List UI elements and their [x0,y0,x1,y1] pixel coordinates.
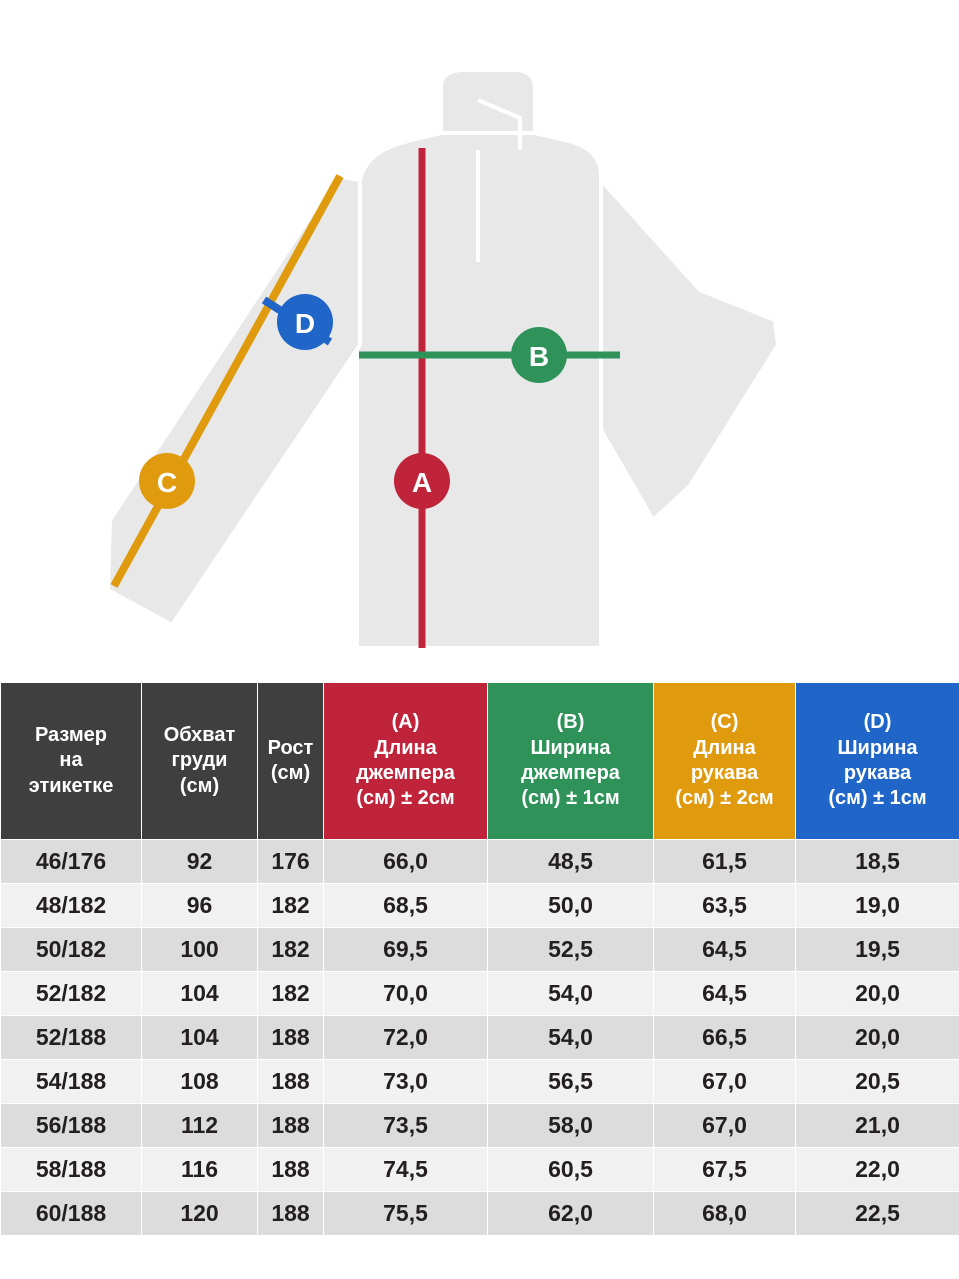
table-cell: 69,5 [324,928,488,972]
table-row [1,884,959,928]
table-cell: 72,0 [324,1016,488,1060]
table-cell: 92 [142,840,258,884]
marker-c-label: C [156,467,178,498]
table-cell: 108 [142,1060,258,1104]
table-cell: 20,0 [796,972,959,1016]
table-cell: 50,0 [488,884,654,928]
marker-c [139,453,195,509]
table-cell: 21,0 [796,1104,959,1148]
table-cell: 188 [258,1148,324,1192]
table-row [1,1148,959,1192]
table-cell: 176 [258,840,324,884]
table-cell: 52/188 [1,1016,142,1060]
table-cell: 63,5 [654,884,796,928]
table-row [1,840,959,884]
table-cell: 64,5 [654,928,796,972]
table-cell: 58,0 [488,1104,654,1148]
table-cell: 52/182 [1,972,142,1016]
table-cell: 67,0 [654,1060,796,1104]
table-cell: 70,0 [324,972,488,1016]
table-cell: 68,5 [324,884,488,928]
table-cell: 19,0 [796,884,959,928]
table-cell: 182 [258,884,324,928]
table-row [1,1060,959,1104]
header-cell-size: Размер на этикетке [1,683,142,840]
table-cell: 61,5 [654,840,796,884]
marker-d-label: D [294,308,316,339]
table-cell: 104 [142,972,258,1016]
table-cell: 96 [142,884,258,928]
table-cell: 48,5 [488,840,654,884]
table-cell: 104 [142,1016,258,1060]
table-cell: 182 [258,972,324,1016]
table-row [1,972,959,1016]
table-cell: 62,0 [488,1192,654,1236]
table-cell: 56,5 [488,1060,654,1104]
table-cell: 46/176 [1,840,142,884]
table-cell: 48/182 [1,884,142,928]
table-row [1,1016,959,1060]
marker-b [511,327,567,383]
table-cell: 54/188 [1,1060,142,1104]
garment-shape [108,70,778,648]
header-cell-chest: Обхват груди (см) [142,683,258,840]
table-cell: 66,0 [324,840,488,884]
table-cell: 22,0 [796,1148,959,1192]
table-cell: 67,0 [654,1104,796,1148]
marker-b-label: B [528,341,550,372]
marker-a-label: A [411,467,433,498]
table-cell: 188 [258,1104,324,1148]
size-table [0,682,959,1236]
table-row [1,1104,959,1148]
table-cell: 75,5 [324,1192,488,1236]
table-cell: 52,5 [488,928,654,972]
table-cell: 66,5 [654,1016,796,1060]
table-cell: 182 [258,928,324,972]
table-cell: 54,0 [488,972,654,1016]
table-cell: 67,5 [654,1148,796,1192]
header-cell-c-sleeve-length: (C) Длина рукава (см) ± 2см [654,683,796,840]
table-cell: 112 [142,1104,258,1148]
table-cell: 68,0 [654,1192,796,1236]
header-cell-height: Рост (см) [258,683,324,840]
table-row [1,928,959,972]
table-cell: 20,0 [796,1016,959,1060]
table-cell: 74,5 [324,1148,488,1192]
table-cell: 20,5 [796,1060,959,1104]
table-cell: 116 [142,1148,258,1192]
table-cell: 64,5 [654,972,796,1016]
table-cell: 18,5 [796,840,959,884]
marker-a [394,453,450,509]
right-sleeve-shape [601,180,778,520]
table-cell: 73,5 [324,1104,488,1148]
table-cell: 50/182 [1,928,142,972]
header-cell-b-width: (B) Ширина джемпера (см) ± 1см [488,683,654,840]
table-cell: 120 [142,1192,258,1236]
table-row [1,1192,959,1236]
table-header-row [1,683,959,840]
table-cell: 19,5 [796,928,959,972]
table-cell: 188 [258,1192,324,1236]
table-body [1,840,959,1236]
table-cell: 22,5 [796,1192,959,1236]
marker-d [277,294,333,350]
table-cell: 188 [258,1016,324,1060]
left-sleeve-shape [108,176,360,625]
table-cell: 100 [142,928,258,972]
header-cell-a-length: (A) Длина джемпера (см) ± 2см [324,683,488,840]
table-cell: 60,5 [488,1148,654,1192]
table-cell: 56/188 [1,1104,142,1148]
table-cell: 58/188 [1,1148,142,1192]
table-cell: 60/188 [1,1192,142,1236]
header-cell-d-sleeve-width: (D) Ширина рукава (см) ± 1см [796,683,959,840]
table-cell: 188 [258,1060,324,1104]
table-cell: 73,0 [324,1060,488,1104]
table-cell: 54,0 [488,1016,654,1060]
